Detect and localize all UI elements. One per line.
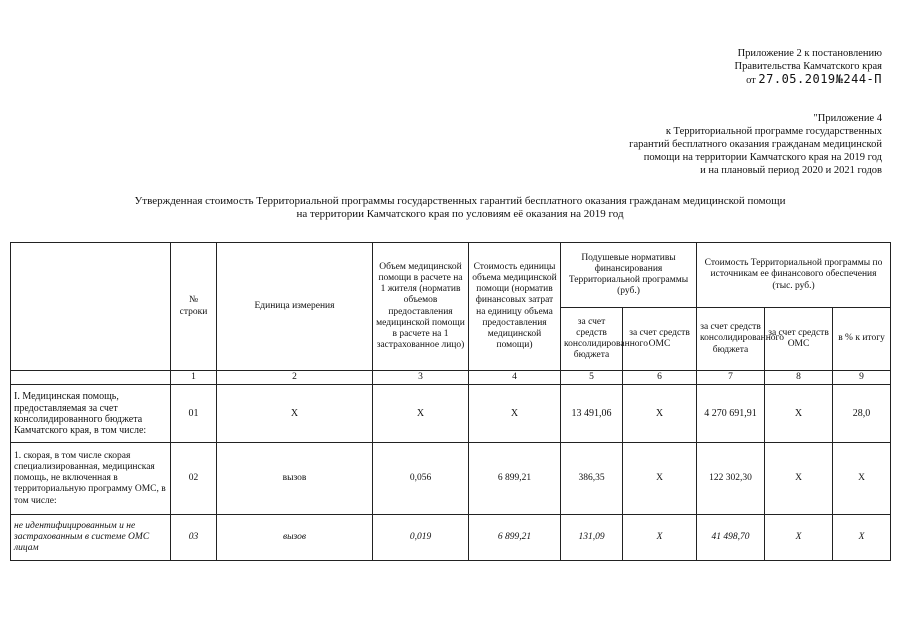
col-index-8: 8	[765, 371, 833, 385]
annex2-date-line	[562, 73, 882, 87]
col-index-1: 1	[171, 371, 217, 385]
annex4-line5: и на плановый период 2020 и 2021 годов	[700, 165, 882, 176]
header-per-capita-budget: за счет средств консолидированного бюджета	[561, 308, 623, 371]
row-per-capita-oms: X	[623, 385, 697, 443]
page-title	[80, 195, 840, 221]
row-pct: X	[833, 443, 891, 515]
row-unit-cost: X	[469, 385, 561, 443]
row-cost-budget: 4 270 691,91	[697, 385, 765, 443]
row-per-capita-budget: 386,35	[561, 443, 623, 515]
annex2-line2: Правительства Камчатского края	[734, 61, 882, 72]
annex4-line4: помощи на территории Камчатского края на 2019 год	[643, 152, 882, 163]
annex4-line1: "Приложение 4	[813, 113, 882, 124]
table-row	[11, 515, 891, 561]
annex4-block	[522, 112, 882, 177]
col-index-9: 9	[833, 371, 891, 385]
row-name: I. Медицинская помощь, предоставляемая за счет консолидированного бюджета Камчатского края, в том числе:	[11, 385, 171, 443]
title-line2: на территории Камчатского края по условиям её оказания на 2019 год	[296, 208, 624, 220]
row-pct: 28,0	[833, 385, 891, 443]
header-cost-pct: в % к итогу	[833, 308, 891, 371]
header-name-empty	[11, 243, 171, 371]
annex2-line1: Приложение 2 к постановлению	[737, 48, 882, 59]
row-name: 1. скорая, в том числе скорая специализированная, медицинская помощь, не включенная в территориальную программу ОМС, в том числе:	[11, 443, 171, 515]
row-unit: вызов	[217, 515, 373, 561]
header-volume: Объем медицинской помощи в расчете на 1 жителя (норматив объемов предоставления медицинской помощи в расчете на 1 застрахованное лицо)	[373, 243, 469, 371]
row-cost-oms: X	[765, 515, 833, 561]
header-unit: Единица измерения	[217, 243, 373, 371]
row-volume: 0,019	[373, 515, 469, 561]
header-per-capita: Подушевые нормативы финансирования Территориальной программы (руб.)	[561, 243, 697, 308]
row-no: 01	[171, 385, 217, 443]
row-no: 03	[171, 515, 217, 561]
row-per-capita-oms: X	[623, 443, 697, 515]
header-cost-by-source: Стоимость Территориальной программы по источникам ее финансового обеспечения (тыс. руб.)	[697, 243, 891, 308]
col-index-4: 4	[469, 371, 561, 385]
row-cost-budget: 122 302,30	[697, 443, 765, 515]
row-per-capita-oms: X	[623, 515, 697, 561]
col-index-6: 6	[623, 371, 697, 385]
header-cost-oms: за счет средств ОМС	[765, 308, 833, 371]
col-index-empty	[11, 371, 171, 385]
row-cost-oms: X	[765, 385, 833, 443]
row-cost-oms: X	[765, 443, 833, 515]
row-per-capita-budget: 13 491,06	[561, 385, 623, 443]
row-no: 02	[171, 443, 217, 515]
title-line1: Утвержденная стоимость Территориальной программы государственных гарантий бесплатного оказания гражданам медицинской помощи	[134, 195, 786, 207]
row-unit: вызов	[217, 443, 373, 515]
annex4-line2: к Территориальной программе государственных	[665, 126, 882, 137]
annex2-number: №244-П	[835, 72, 882, 86]
col-index-7: 7	[697, 371, 765, 385]
table-row	[11, 385, 891, 443]
row-name: не идентифицированным и не застрахованным в системе ОМС лицам	[11, 515, 171, 561]
annex2-block	[562, 47, 882, 87]
annex2-date: 27.05.2019	[758, 72, 836, 86]
header-cost-budget: за счет средств консолидированного бюджета	[697, 308, 765, 371]
row-per-capita-budget: 131,09	[561, 515, 623, 561]
col-index-3: 3	[373, 371, 469, 385]
annex2-from-prefix: от	[746, 75, 756, 86]
row-volume: 0,056	[373, 443, 469, 515]
cost-table	[10, 242, 891, 561]
column-index-row	[11, 371, 891, 385]
header-unit-cost: Стоимость единицы объема медицинской помощи (норматив финансовых затрат на единицу объема предоставления медицинской помощи)	[469, 243, 561, 371]
header-per-capita-oms: за счет средств ОМС	[623, 308, 697, 371]
row-unit: X	[217, 385, 373, 443]
header-row-no: № строки	[171, 243, 217, 371]
row-volume: X	[373, 385, 469, 443]
col-index-2: 2	[217, 371, 373, 385]
table-row	[11, 443, 891, 515]
col-index-5: 5	[561, 371, 623, 385]
row-unit-cost: 6 899,21	[469, 443, 561, 515]
row-pct: X	[833, 515, 891, 561]
row-unit-cost: 6 899,21	[469, 515, 561, 561]
annex4-line3: гарантий бесплатного оказания гражданам медицинской	[629, 139, 882, 150]
row-cost-budget: 41 498,70	[697, 515, 765, 561]
